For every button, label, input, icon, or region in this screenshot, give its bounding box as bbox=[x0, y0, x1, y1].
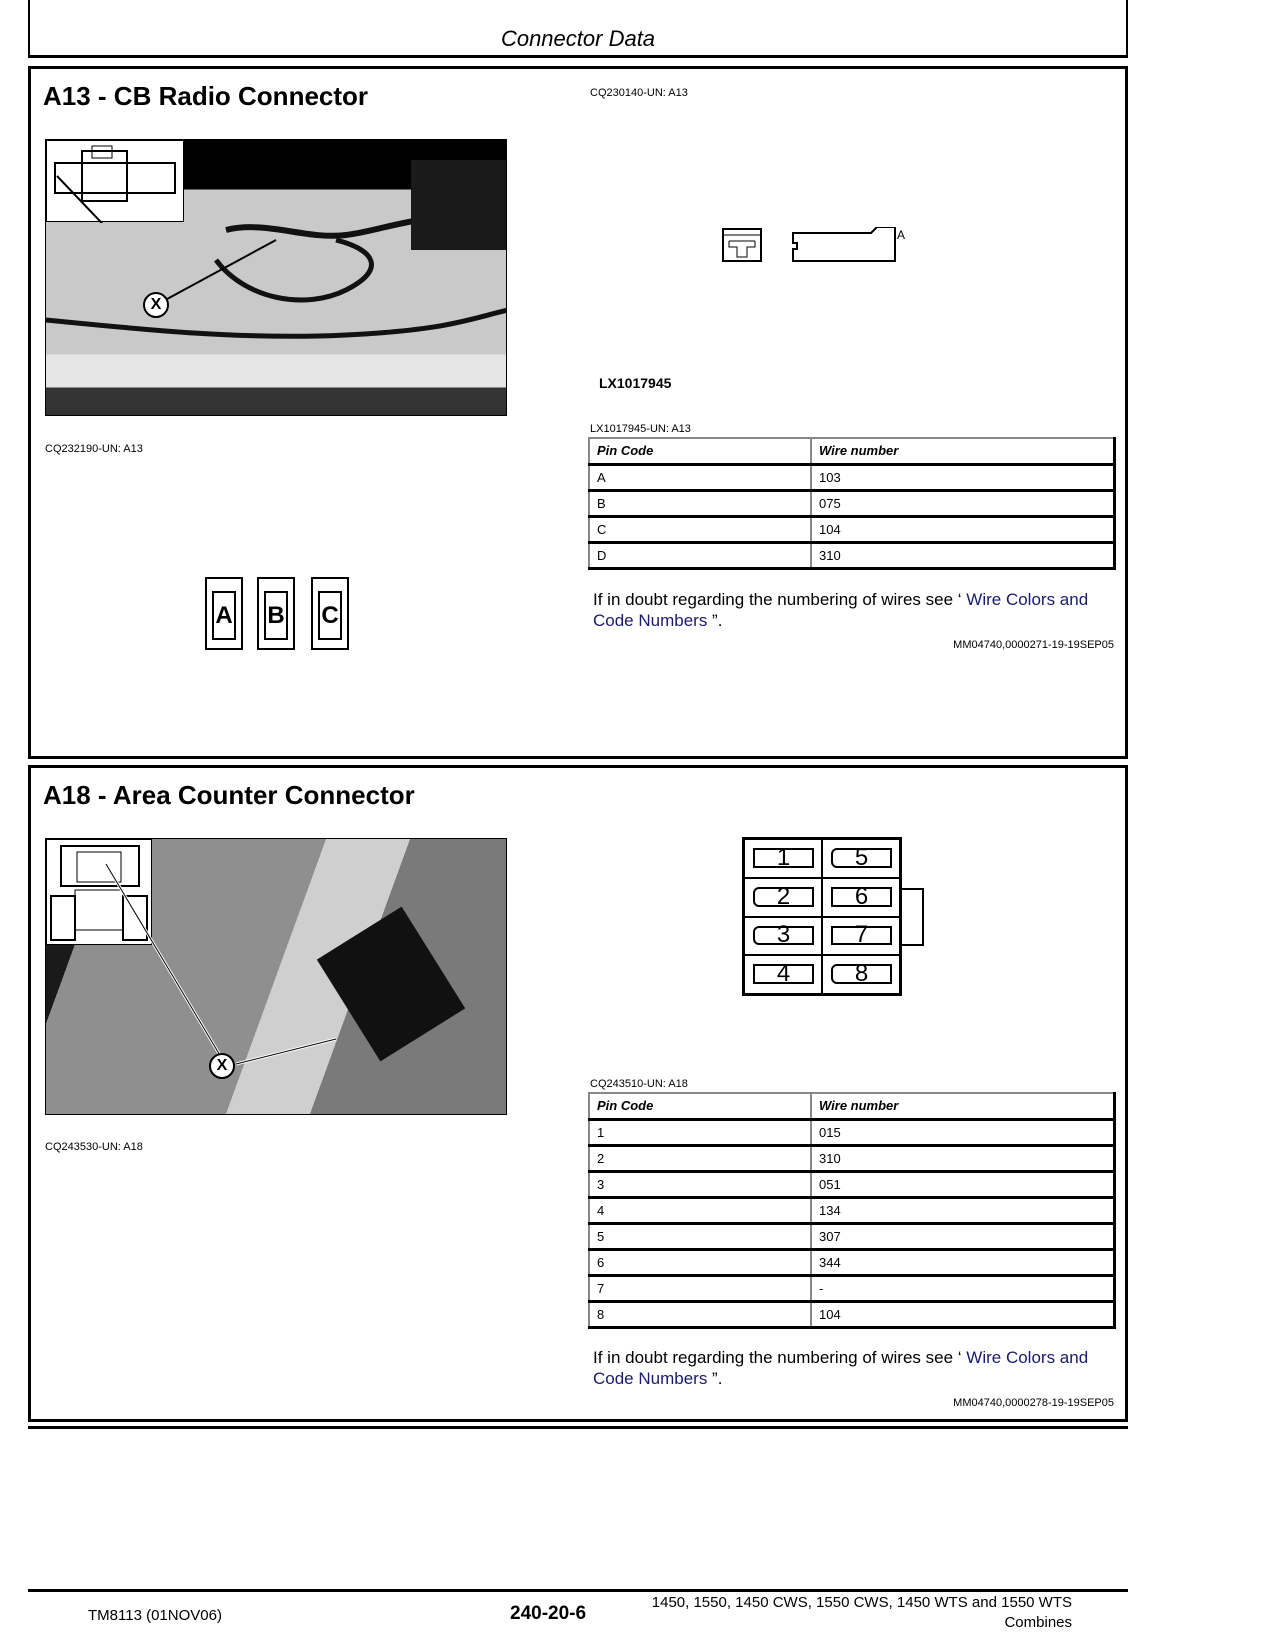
section-a18 bbox=[28, 765, 1128, 1422]
table-row: 1 015 bbox=[589, 1119, 1115, 1145]
pin-1: 1 bbox=[744, 839, 822, 878]
pin-wire-table bbox=[588, 437, 1116, 570]
location-callout-x: X bbox=[143, 292, 169, 318]
page-number: 240-20-6 bbox=[510, 1603, 587, 1624]
pin-4: 4 bbox=[744, 955, 822, 994]
pin-2: 2 bbox=[744, 878, 822, 917]
table-row: B 075 bbox=[589, 490, 1115, 516]
section-title: A18 - Area Counter Connector bbox=[43, 780, 415, 810]
table-row: A 103 bbox=[589, 464, 1115, 490]
area-counter-location-photo bbox=[45, 838, 507, 1115]
table-row: 4 134 bbox=[589, 1197, 1115, 1223]
col-wire-number: Wire number bbox=[811, 1093, 1115, 1119]
col-pin-code: Pin Code bbox=[589, 438, 811, 464]
table-figure-id: CQ243510-UN: A18 bbox=[590, 1078, 688, 1090]
page-header bbox=[28, 0, 1128, 58]
pin-5: 5 bbox=[822, 839, 900, 878]
wire-numbering-note: If in doubt regarding the numbering of wires see ‘ Wire Colors and Code Numbers ”. bbox=[593, 590, 1089, 630]
wire-colors-link[interactable]: Wire Colors and Code Numbers bbox=[593, 1348, 1089, 1388]
manual-id: TM8113 (01NOV06) bbox=[88, 1607, 222, 1624]
reference-id: MM04740,0000278-19-19SEP05 bbox=[953, 1397, 1114, 1409]
connector-end-label: A bbox=[897, 228, 906, 242]
table-figure-id: LX1017945-UN: A13 bbox=[590, 423, 691, 435]
connector-side-diagram bbox=[721, 227, 911, 267]
section-a13 bbox=[28, 66, 1128, 759]
pin-6: 6 bbox=[822, 878, 900, 917]
photo-figure-id: CQ243530-UN: A18 bbox=[45, 1141, 143, 1153]
table-row: 7 - bbox=[589, 1275, 1115, 1301]
location-callout-x: X bbox=[209, 1053, 235, 1079]
section-end-rule bbox=[28, 1426, 1128, 1429]
table-row: C 104 bbox=[589, 516, 1115, 542]
table-row: 3 051 bbox=[589, 1171, 1115, 1197]
pin-8: 8 bbox=[822, 955, 900, 994]
table-row: 8 104 bbox=[589, 1301, 1115, 1327]
table-row: 5 307 bbox=[589, 1223, 1115, 1249]
pin-wire-table bbox=[588, 1092, 1116, 1329]
part-number: LX1017945 bbox=[599, 375, 672, 391]
wire-harness-illustration bbox=[46, 140, 507, 416]
model-list: 1450, 1550, 1450 CWS, 1550 CWS, 1450 WTS and 1550 WTS Combines bbox=[651, 1594, 1072, 1631]
page-title: Connector Data bbox=[500, 26, 656, 51]
pin-c: C bbox=[311, 577, 349, 650]
eight-pin-connector-diagram bbox=[742, 837, 902, 996]
wire-numbering-note: If in doubt regarding the numbering of wires see ‘ Wire Colors and Code Numbers ”. bbox=[593, 1348, 1089, 1388]
pin-7: 7 bbox=[822, 917, 900, 956]
pin-b: B bbox=[257, 577, 295, 650]
pin-3: 3 bbox=[744, 917, 822, 956]
wire-colors-link[interactable]: Wire Colors and Code Numbers bbox=[593, 590, 1089, 630]
photo-figure-id: CQ232190-UN: A13 bbox=[45, 443, 143, 455]
table-row: D 310 bbox=[589, 542, 1115, 568]
reference-id: MM04740,0000271-19-19SEP05 bbox=[953, 639, 1114, 651]
footer-rule bbox=[28, 1589, 1128, 1592]
connector-latch bbox=[902, 888, 924, 946]
callout-arrows bbox=[46, 839, 507, 1115]
cb-radio-location-photo bbox=[45, 139, 507, 416]
col-wire-number: Wire number bbox=[811, 438, 1115, 464]
table-row: 6 344 bbox=[589, 1249, 1115, 1275]
section-title: A13 - CB Radio Connector bbox=[43, 81, 369, 111]
pin-a: A bbox=[205, 577, 243, 650]
connector-figure-id: CQ230140-UN: A13 bbox=[590, 87, 688, 99]
col-pin-code: Pin Code bbox=[589, 1093, 811, 1119]
table-row: 2 310 bbox=[589, 1145, 1115, 1171]
